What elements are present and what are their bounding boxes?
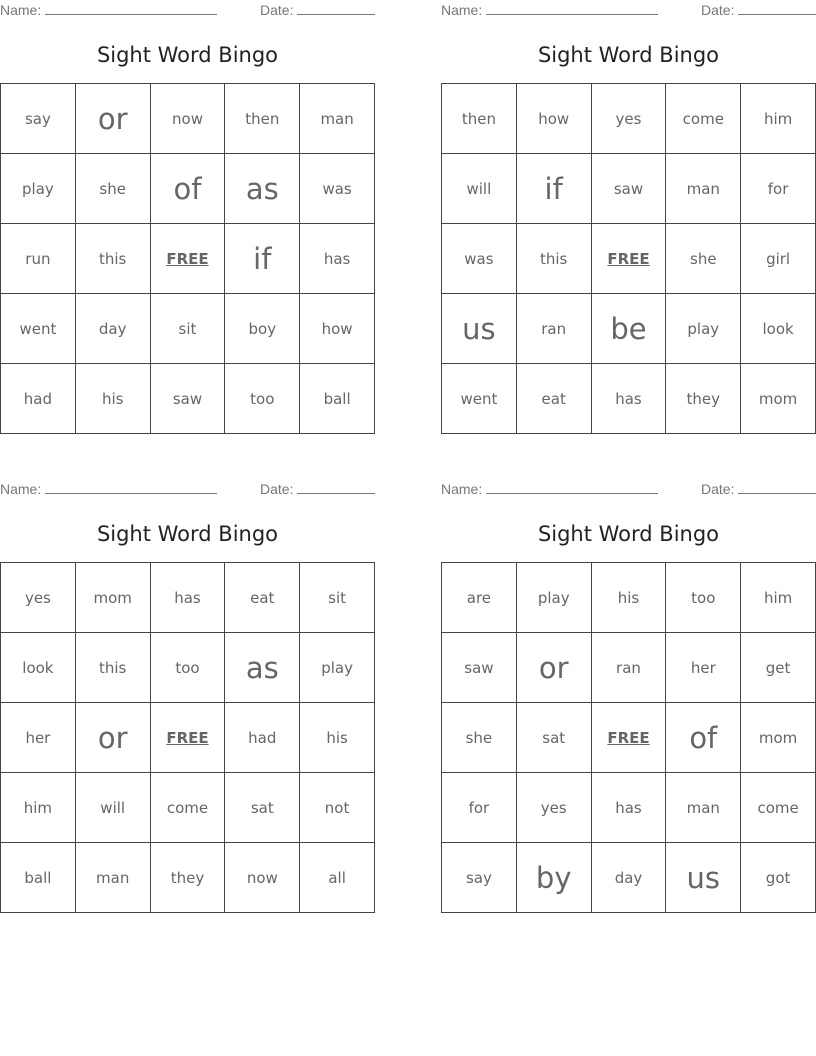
card-meta	[441, 2, 816, 18]
date-label: Date:	[260, 2, 294, 18]
card-meta	[0, 481, 375, 497]
bingo-cell: they	[151, 843, 226, 913]
bingo-cell: then	[442, 84, 517, 154]
bingo-cell: look	[1, 633, 76, 703]
bingo-cell: has	[151, 563, 226, 633]
bingo-cell: saw	[151, 364, 226, 434]
bingo-cell: was	[442, 224, 517, 294]
bingo-card-3	[0, 479, 375, 913]
bingo-cell: then	[225, 84, 300, 154]
card-title: Sight Word Bingo	[537, 522, 720, 546]
bingo-cell: his	[300, 703, 375, 773]
bingo-cell: too	[151, 633, 226, 703]
bingo-cell: mom	[741, 703, 816, 773]
bingo-cell: play	[666, 294, 741, 364]
bingo-cell: yes	[592, 84, 667, 154]
date-label: Date:	[701, 481, 735, 497]
bingo-cell: if	[225, 224, 300, 294]
bingo-cell: eat	[225, 563, 300, 633]
bingo-cell: sat	[517, 703, 592, 773]
date-blank-line	[738, 2, 816, 15]
bingo-cell: day	[592, 843, 667, 913]
bingo-cell: yes	[517, 773, 592, 843]
bingo-cell: this	[76, 224, 151, 294]
name-field	[441, 2, 658, 18]
bingo-cell: now	[151, 84, 226, 154]
bingo-cell: his	[592, 563, 667, 633]
bingo-cell: will	[442, 154, 517, 224]
bingo-cell: him	[741, 84, 816, 154]
bingo-cell: too	[666, 563, 741, 633]
bingo-cell: ball	[1, 843, 76, 913]
bingo-cell: come	[151, 773, 226, 843]
bingo-cell: come	[741, 773, 816, 843]
bingo-cell: girl	[741, 224, 816, 294]
bingo-cell: sat	[225, 773, 300, 843]
bingo-cell: this	[517, 224, 592, 294]
bingo-cell: as	[225, 633, 300, 703]
bingo-cell: man	[666, 154, 741, 224]
bingo-cell: went	[1, 294, 76, 364]
bingo-cell: had	[1, 364, 76, 434]
bingo-grid	[441, 83, 816, 434]
name-label: Name:	[441, 481, 483, 497]
bingo-cell: play	[517, 563, 592, 633]
card-meta	[441, 481, 816, 497]
bingo-cell: us	[442, 294, 517, 364]
bingo-cell: they	[666, 364, 741, 434]
bingo-cell: play	[300, 633, 375, 703]
bingo-grid	[0, 562, 375, 913]
free-space-cell: FREE	[592, 224, 667, 294]
bingo-cell: come	[666, 84, 741, 154]
bingo-cell: if	[517, 154, 592, 224]
bingo-cell: him	[741, 563, 816, 633]
bingo-cell: her	[1, 703, 76, 773]
date-blank-line	[297, 2, 375, 15]
bingo-cell: she	[666, 224, 741, 294]
card-title: Sight Word Bingo	[96, 522, 279, 546]
bingo-cell: of	[151, 154, 226, 224]
bingo-cell: sit	[300, 563, 375, 633]
bingo-grid	[441, 562, 816, 913]
bingo-cell: get	[741, 633, 816, 703]
bingo-cell: or	[517, 633, 592, 703]
card-meta	[0, 2, 375, 18]
bingo-cell: saw	[592, 154, 667, 224]
date-field	[701, 481, 816, 497]
name-label: Name:	[441, 2, 483, 18]
bingo-cell: this	[76, 633, 151, 703]
name-field	[0, 481, 217, 497]
bingo-cell: for	[442, 773, 517, 843]
bingo-cell: us	[666, 843, 741, 913]
bingo-cell: or	[76, 84, 151, 154]
bingo-cell: how	[517, 84, 592, 154]
name-label: Name:	[0, 2, 42, 18]
card-title: Sight Word Bingo	[96, 43, 279, 67]
bingo-cell: play	[1, 154, 76, 224]
bingo-cell: has	[592, 364, 667, 434]
bingo-cell: has	[592, 773, 667, 843]
bingo-cell: are	[442, 563, 517, 633]
bingo-cell: boy	[225, 294, 300, 364]
bingo-cell: has	[300, 224, 375, 294]
bingo-cell: her	[666, 633, 741, 703]
bingo-cell: sit	[151, 294, 226, 364]
bingo-cell: saw	[442, 633, 517, 703]
bingo-cell: say	[1, 84, 76, 154]
bingo-card-2	[441, 0, 816, 434]
bingo-cell: ran	[517, 294, 592, 364]
name-field	[441, 481, 658, 497]
name-label: Name:	[0, 481, 42, 497]
date-label: Date:	[260, 481, 294, 497]
bingo-cell: was	[300, 154, 375, 224]
bingo-cell: as	[225, 154, 300, 224]
bingo-cell: ran	[592, 633, 667, 703]
bingo-cell: too	[225, 364, 300, 434]
bingo-cell: all	[300, 843, 375, 913]
bingo-grid	[0, 83, 375, 434]
bingo-cell: man	[666, 773, 741, 843]
date-blank-line	[738, 481, 816, 494]
free-space-cell: FREE	[151, 703, 226, 773]
bingo-cell: mom	[741, 364, 816, 434]
name-field	[0, 2, 217, 18]
bingo-cell: or	[76, 703, 151, 773]
bingo-cell: man	[300, 84, 375, 154]
bingo-cell: went	[442, 364, 517, 434]
bingo-cell: how	[300, 294, 375, 364]
bingo-cell: mom	[76, 563, 151, 633]
bingo-cell: be	[592, 294, 667, 364]
bingo-cell: will	[76, 773, 151, 843]
bingo-cell: now	[225, 843, 300, 913]
bingo-card-4	[441, 479, 816, 913]
bingo-cell: ball	[300, 364, 375, 434]
bingo-cell: she	[442, 703, 517, 773]
bingo-cell: had	[225, 703, 300, 773]
bingo-cell: run	[1, 224, 76, 294]
date-field	[701, 2, 816, 18]
bingo-cell: day	[76, 294, 151, 364]
date-field	[260, 2, 375, 18]
bingo-card-1	[0, 0, 375, 434]
card-title: Sight Word Bingo	[537, 43, 720, 67]
date-field	[260, 481, 375, 497]
bingo-cell: him	[1, 773, 76, 843]
bingo-cell: look	[741, 294, 816, 364]
date-label: Date:	[701, 2, 735, 18]
bingo-cell: for	[741, 154, 816, 224]
free-space-cell: FREE	[592, 703, 667, 773]
name-blank-line	[486, 481, 658, 494]
bingo-cell: say	[442, 843, 517, 913]
free-space-cell: FREE	[151, 224, 226, 294]
bingo-cell: man	[76, 843, 151, 913]
name-blank-line	[486, 2, 658, 15]
bingo-cell: eat	[517, 364, 592, 434]
name-blank-line	[45, 2, 217, 15]
bingo-cell: not	[300, 773, 375, 843]
bingo-cell: she	[76, 154, 151, 224]
name-blank-line	[45, 481, 217, 494]
bingo-cell: his	[76, 364, 151, 434]
bingo-cell: yes	[1, 563, 76, 633]
bingo-cell: by	[517, 843, 592, 913]
bingo-cell: got	[741, 843, 816, 913]
date-blank-line	[297, 481, 375, 494]
bingo-cell: of	[666, 703, 741, 773]
